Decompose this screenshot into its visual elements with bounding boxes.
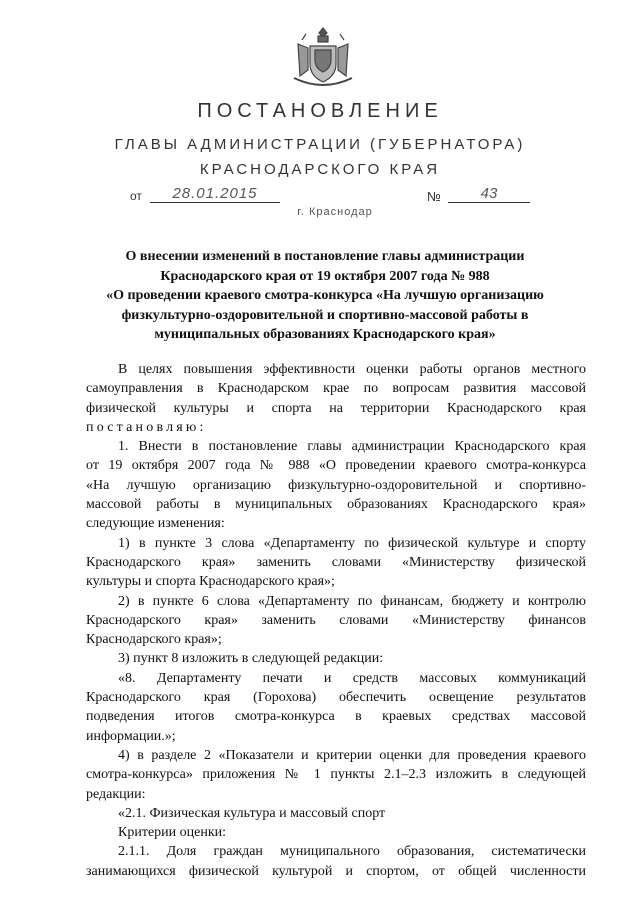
body-line: Краснодарского края» заменить словами «Министерству финансов xyxy=(86,612,586,628)
city-name: г. Краснодар xyxy=(297,206,373,218)
date-label: от xyxy=(130,189,142,203)
body-line: постановляю: xyxy=(86,419,207,435)
body-line: 2.1.1. Доля граждан муниципального образования, систематически xyxy=(118,844,586,860)
body-line: 2) в пункте 6 слова «Департаменту по финансам, бюджету и контролю xyxy=(118,593,586,609)
body-line: редакции: xyxy=(86,786,146,802)
title-line: муниципальных образованиях Краснодарского края» xyxy=(154,327,496,342)
document-type-heading: ПОСТАНОВЛЕНИЕ xyxy=(197,100,443,122)
title-line: Краснодарского края от 19 октября 2007 года № 988 xyxy=(160,268,490,284)
document-body xyxy=(86,360,586,881)
body-line: 1. Внести в постановление главы администрации Краснодарского края xyxy=(118,439,586,455)
body-line: «2.1. Физическая культура и массовый спорт xyxy=(118,805,386,821)
body-line: самоуправления в Краснодарском крае по вопросам развития массовой xyxy=(86,381,586,397)
body-line: Краснодарского края» заменить словами «Министерству физической xyxy=(86,554,586,570)
body-line: физической культуры и спорта на территории Краснодарского края xyxy=(86,400,586,416)
title-line: «О проведении краевого смотра-конкурса «На лучшую организацию xyxy=(106,288,544,303)
number-label: № xyxy=(427,189,441,204)
issuer-line-2: КРАСНОДАРСКОГО КРАЯ xyxy=(199,161,441,178)
title-line: О внесении изменений в постановление главы администрации xyxy=(125,249,525,264)
body-line: информации.»; xyxy=(86,728,176,744)
body-line: культуры и спорта Краснодарского края»; xyxy=(86,574,335,590)
body-line: от 19 октября 2007 года № 988 «О проведении краевого смотра-конкурса xyxy=(86,458,586,474)
body-line: 3) пункт 8 изложить в следующей редакции: xyxy=(118,651,384,667)
coat-of-arms-emblem xyxy=(288,24,358,94)
body-line: следующие изменения: xyxy=(86,516,225,532)
issuer-line-1: ГЛАВЫ АДМИНИСТРАЦИИ (ГУБЕРНАТОРА) xyxy=(114,136,526,153)
body-line: Критерии оценки: xyxy=(118,825,227,841)
body-line: Краснодарского края»; xyxy=(86,632,222,648)
title-line: физкультурно-оздоровительной и спортивно-массовой работы в xyxy=(121,307,529,323)
number-value: 43 xyxy=(448,185,530,203)
body-line: В целях повышения эффективности оценки работы органов местного xyxy=(118,362,586,377)
body-line: подведения итогов смотра-конкурса в краевых средствах массовой xyxy=(86,709,586,725)
body-line: «На лучшую организацию физкультурно-оздоровительной и спортивно- xyxy=(86,477,586,493)
date-value: 28.01.2015 xyxy=(150,185,280,203)
body-line: занимающихся физической культурой и спортом, от общей численности xyxy=(86,863,586,879)
body-line: смотра-конкурса» приложения № 1 пункты 2.1–2.3 изложить в следующей xyxy=(86,767,586,783)
body-line: «8. Департаменту печати и средств массовых коммуникаций xyxy=(118,670,586,686)
document-title xyxy=(90,247,560,345)
body-line: 1) в пункте 3 слова «Департаменту по физической культуре и спорту xyxy=(118,535,586,551)
body-line: Краснодарского края (Горохова) обеспечить освещение результатов xyxy=(86,690,586,706)
body-line: массовой работы в муниципальных образованиях Краснодарского края» xyxy=(86,497,586,513)
body-line: 4) в разделе 2 «Показатели и критерии оценки для проведения краевого xyxy=(118,747,586,763)
